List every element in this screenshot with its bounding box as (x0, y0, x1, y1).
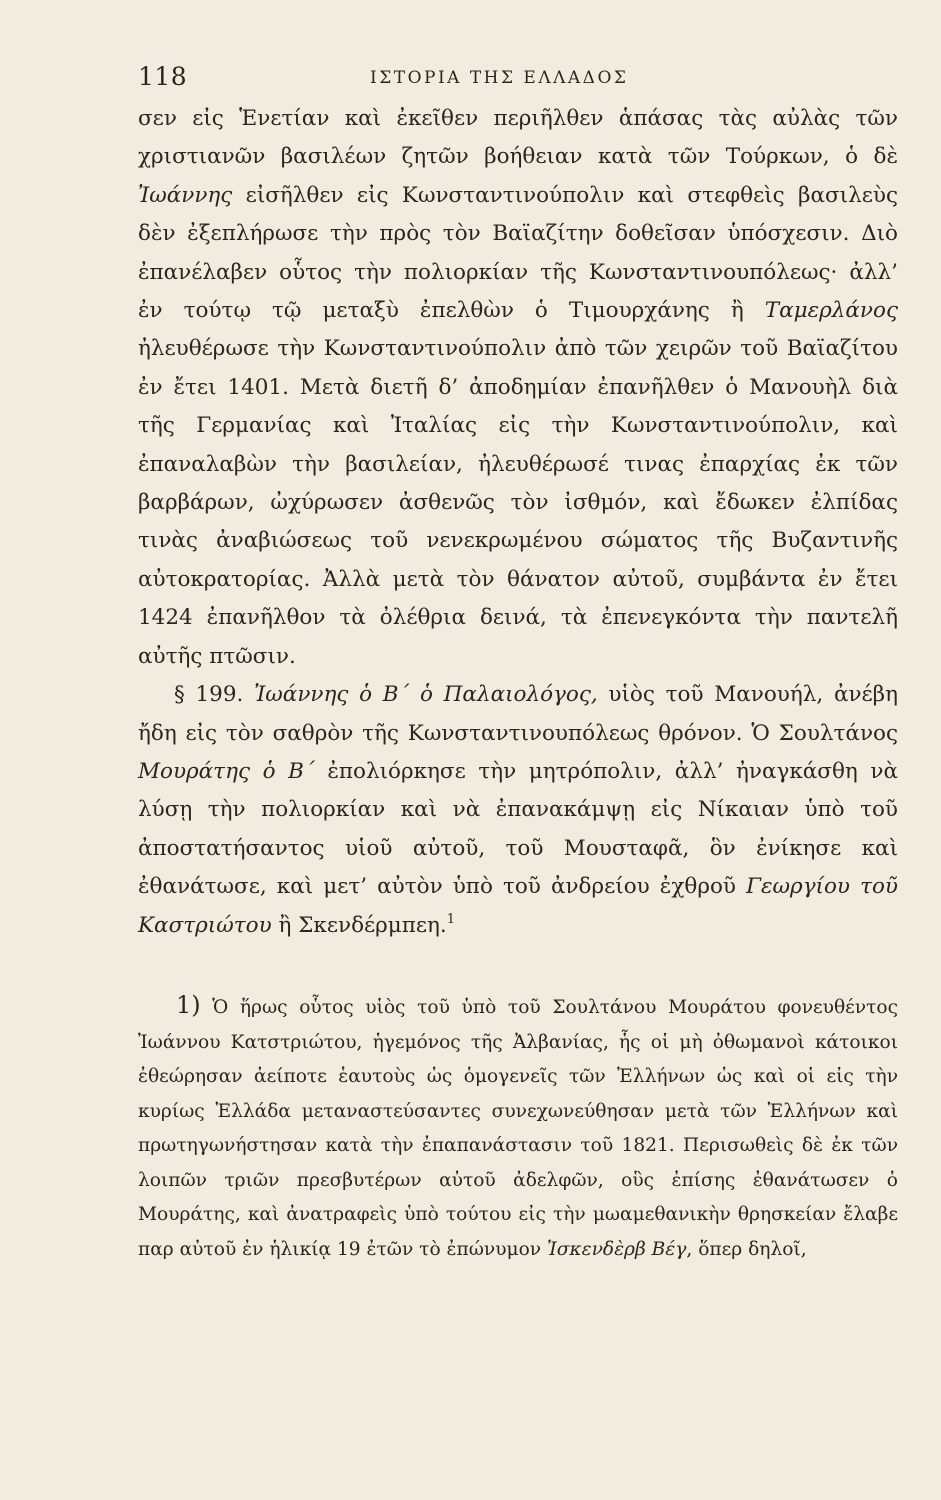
name-italic: Γεωργίου τοῦ Καστριώτου (138, 874, 898, 938)
name-italic: Ταμερλάνος (764, 298, 898, 324)
page-number: 118 (138, 62, 188, 91)
text-run: ἠλευθέρωσε τὴν Κωνσταντινούπολιν ἀπὸ τῶν χειρῶν τοῦ Βαϊαζίτου ἐν ἔτει 1401. Μετὰ διετῆ δ’ ἀποδημίαν ἐπανῆλθεν ὁ Μανουὴλ διὰ τῆς Γερμανίας καὶ Ἰταλίας εἰς τὴν Κωνσταντινούπολιν, καὶ ἐπαναλαβὼν τὴν βασιλείαν, ἠλευθέρωσέ τινας ἐπαρχίας ἐκ τῶν βαρβάρων, ὠχύρωσεν ἀσθενῶς τὸν ἰσθμόν, καὶ ἔδωκεν ἐλπίδας τινὰς ἀναβιώσεως τοῦ νενεκρωμένου σώματος τῆς Βυζαντινῆς αὐτοκρατορίας. Ἀλλὰ μετὰ τὸν θάνατον αὐτοῦ, συμβάντα ἐν ἔτει 1424 ἐπανῆλθον τὰ ὀλέθρια δεινά, τὰ ἐπενεγκόντα τὴν παντελῆ αὐτῆς πτῶσιν. (138, 336, 898, 669)
name-italic: Ἰωάννης (138, 182, 233, 208)
text-run: σεν εἰς Ἑνετίαν καὶ ἐκεῖθεν περιῆλθεν ἁπάσας τὰς αὐλὰς τῶν χριστιανῶν βασιλέων ζητῶν βοήθειαν κατὰ τῶν Τούρκων, ὁ δὲ (138, 106, 898, 170)
text-run: ἢ Σκενδέρμπεη. (271, 912, 447, 938)
name-italic: Ἰσκενδὲρβ Βέγ (547, 1238, 687, 1260)
text-run: , ὅπερ δηλοῖ, (686, 1238, 807, 1260)
footnote-reference: 1 (446, 911, 456, 927)
paragraph-continuation (138, 100, 898, 676)
name-italic: Ἰωάννης ὁ Β΄ ὁ Παλαιολόγος, (254, 682, 598, 708)
paragraph-section-199 (138, 676, 898, 945)
text-run: Ὁ ἥρως οὗτος υἱὸς τοῦ ὑπὸ τοῦ Σουλτάνου Μουράτου φονευθέντος Ἰωάννου Κατστριώτου, ἡγεμόνος τῆς Ἀλβανίας, ἧς οἱ μὴ ὀθωμανοὶ κάτοικοι ἐθεώρησαν ἀείποτε ἑαυτοὺς ὡς ὁμογενεῖς τῶν Ἑλλήνων ὡς καὶ οἱ εἰς τὴν κυρίως Ἑλλάδα μεταναστεύσαντες συνεχωνεύθησαν μετὰ τῶν Ἑλλήνων καὶ πρωτηγωνήστησαν κατὰ τὴν ἐπαπανάστασιν τοῦ 1821. Περισωθεὶς δὲ ἐκ τῶν λοιπῶν τριῶν πρεσβυτέρων αὐτοῦ ἀδελφῶν, οὓς ἐπίσης ἐθανάτωσεν ὁ Μουράτης, καὶ ἀνατραφεὶς ὑπὸ τούτου εἰς τὴν μωαμεθανικὴν θρησκείαν ἔλαβε παρ αὐτοῦ ἐν ἡλικίᾳ 19 ἐτῶν τὸ ἐπώνυμον (138, 997, 898, 1260)
section-number: § 199. (174, 682, 244, 708)
footnote-text (138, 988, 898, 1267)
text-run: εἰσῆλθεν εἰς Κωνσταντινούπολιν καὶ στεφθεὶς βασιλεὺς δὲν ἐξεπλήρωσε τὴν πρὸς τὸν Βαϊαζίτην δοθεῖσαν ὑπόσχεσιν. Διὸ ἐπανέλαβεν οὗτος τὴν πολιορκίαν τῆς Κωνσταντινουπόλεως· ἀλλ’ ἐν τούτῳ τῷ μεταξὺ ἐπελθὼν ὁ Τιμουρχάνης ἢ (138, 182, 898, 324)
footnote-marker: 1) (176, 991, 201, 1019)
text-run: ἐπολιόρκησε τὴν μητρόπολιν, ἀλλ’ ἠναγκάσθη νὰ λύσῃ τὴν πολιορκίαν καὶ νὰ ἐπανακάμψῃ εἰς Νίκαιαν ὑπὸ τοῦ ἀποστατήσαντος υἱοῦ αὐτοῦ, τοῦ Μουσταφᾶ, ὃν ἐνίκησε καὶ ἐθανάτωσε, καὶ μετ’ αὐτὸν ὑπὸ τοῦ ἀνδρείου ἐχθροῦ (138, 758, 898, 900)
running-head (138, 62, 898, 98)
text-run: υἱὸς τοῦ Μανουήλ, ἀνέβη ἤδη εἰς τὸν σαθρὸν τῆς Κωνσταντινουπόλεως θρόνον. Ὁ Σουλτάνος (138, 682, 898, 746)
running-title: ΙΣΤΟΡΙΑ ΤΗΣ ΕΛΛΑΔΟΣ (370, 68, 629, 88)
footnote (138, 988, 898, 1267)
name-italic: Μουράτης ὁ Β΄ (138, 758, 315, 784)
main-text (138, 100, 898, 945)
